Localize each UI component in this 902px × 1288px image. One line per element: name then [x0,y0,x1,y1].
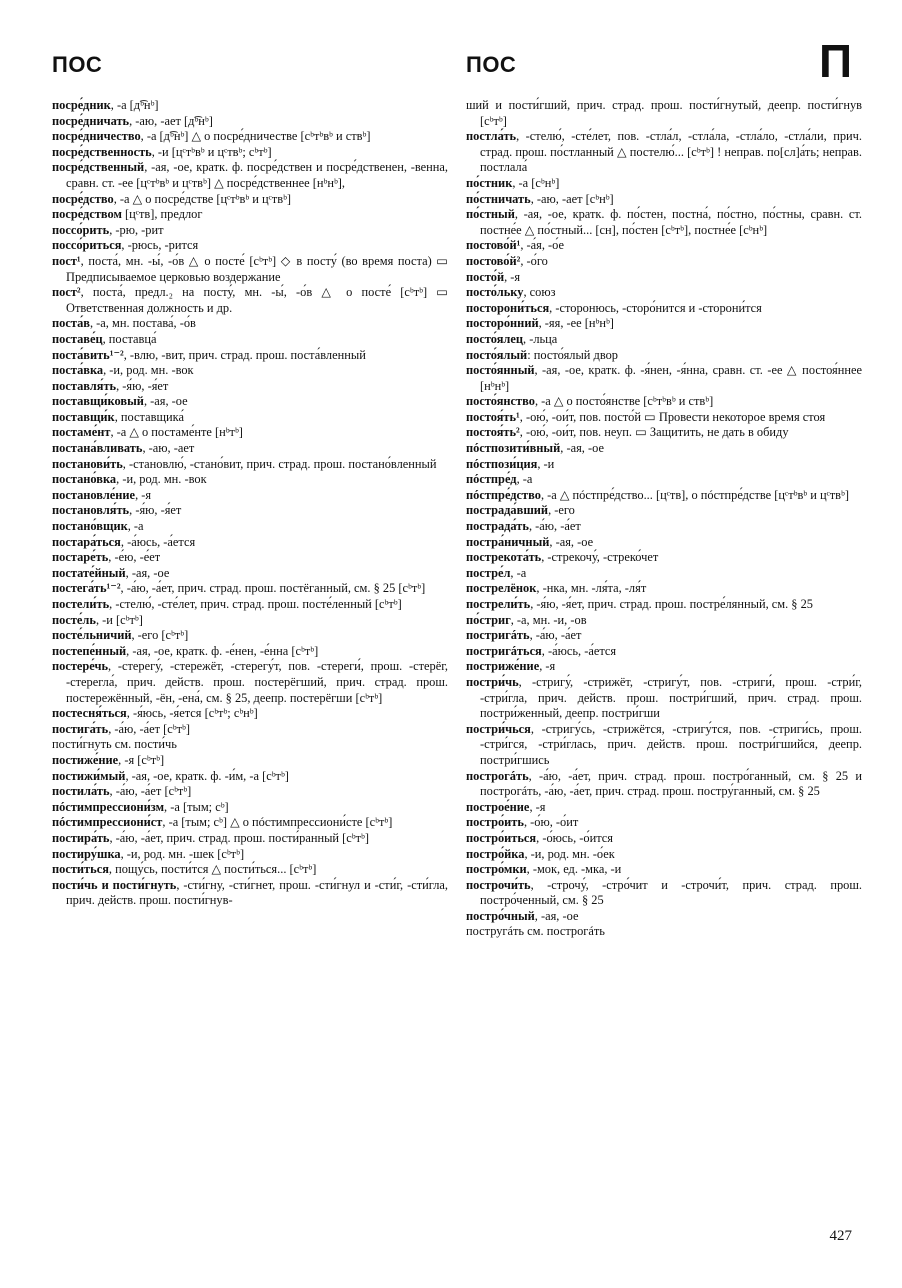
entry-body: , -а [тым; сᵇ] △ о пóстимпрессиони́сте [сᵇтᵇ] [162,815,393,830]
entry-body: , -я [504,269,521,284]
dictionary-entry [466,457,862,473]
entry-body: , поставца́ [102,331,157,346]
entry-body: , -а́я, -о́е [520,238,565,253]
dictionary-entry [466,348,862,364]
entry-body: , -а △ о посре́дстве [цᶜтᵇвᵇ и цᶜтвᵇ] [113,191,292,206]
dictionary-entry [52,379,448,395]
entry-headword: посте́ль [52,612,96,627]
entry-headword: посре́дничество [52,129,141,144]
entry-headword: постанови́ть [52,456,123,471]
entry-body: , -аю, -ает [142,441,195,456]
dictionary-entry [52,472,448,488]
entry-headword: постово́й¹ [466,238,521,253]
entry-body: , -а [127,519,144,534]
entry-body: , -я [135,487,152,502]
entry-body: , -становлю́, -стано́вит, прич. страд. прош. постано́вленный [122,456,437,471]
entry-headword: постоя́ть² [466,425,520,440]
entry-headword: пóстпози́ция [466,456,538,471]
entry-headword: постро́ить [466,815,524,830]
entry-headword: пост² [52,285,81,300]
entry-headword: постаре́ть [52,550,109,565]
entry-headword: постижи́мый [52,768,126,783]
entry-body: , -рю, -рит [109,222,164,237]
entry-body: , -а́юсь, -а́ется [541,643,617,658]
entry-body: , -а [516,472,533,487]
dictionary-entry [52,831,448,847]
entry-headword: постега́ть¹⁻² [52,581,121,596]
dictionary-entry [52,285,448,316]
entry-headword: поставщи́к [52,409,115,424]
entry-headword: посторо́нний [466,316,539,331]
dictionary-entry [466,176,862,192]
dictionary-entry [52,737,448,753]
entry-body: , -стригу́, -стрижёт, -стригу́т, пов. -стриги́, прош. -стри́г, -стри́гла, прич. действ. прош. постри́гший, прич. страд. прош. постри́женный, деепр. постри́гши [480,674,862,721]
entry-body: , -ою́, -ои́т, пов. посто́й ▭ Провести некоторое время стоя [519,409,826,424]
entry-body: , -а △ о постаме́нте [нᵇтᵇ] [110,425,243,440]
entry-body: , -а [тым; сᵇ] [164,799,229,814]
page-number: 427 [829,1228,852,1244]
dictionary-entry [52,659,448,706]
dictionary-entry [466,519,862,535]
entry-headword: пóстимпрессиони́зм [52,799,165,814]
entry-body: , -я́ю, -я́ет [129,503,182,518]
entry-headword: поссо́риться [52,238,122,253]
entry-headword: посто́янный [466,363,535,378]
entry-headword: постриже́ние [466,659,540,674]
dictionary-entry [52,800,448,816]
entry-headword: постри́чься [466,721,531,736]
entry-headword: постила́ть [52,784,110,799]
dictionary-entry [52,488,448,504]
entry-headword: постате́йный [52,565,126,580]
entry-body: , пощу́сь, пости́тся △ пости́ться... [сᵇтᵇ] [108,862,317,877]
entry-headword: посто́янство [466,394,535,409]
dictionary-entry [52,550,448,566]
dictionary-entry [52,394,448,410]
entry-body: постругáть см. построгáть [466,924,605,939]
entry-body: , -сторонюсь, -сторо́нится и -сторони́тся [549,300,762,315]
entry-body: , -ая, -ое [549,534,594,549]
entry-headword: поставе́ц [52,331,103,346]
dictionary-entry [466,581,862,597]
dictionary-entry [466,909,862,925]
entry-body: , -а △ о посто́янстве [сᵇтᵇвᵇ и ствᵇ] [534,394,714,409]
dictionary-entry [466,270,862,286]
entry-body: , -а́ю, -а́ет [528,519,581,534]
entry-body: , -яя, -ее [нᵇнᵇ] [538,316,614,331]
entry-body: , -и, род. мн. -вок [103,363,194,378]
dictionary-entry [52,254,448,285]
entry-headword: по́стный [466,207,515,222]
entry-headword: постано́вщик [52,519,128,534]
entry-headword: посте́льничий [52,628,132,643]
dictionary-entry [466,862,862,878]
entry-headword: построе́ние [466,799,530,814]
dictionary-entry [466,425,862,441]
entry-body: , -о́ю, -о́ит [523,815,579,830]
dictionary-entry [466,924,862,940]
entry-headword: поставщи́ковый [52,394,144,409]
dictionary-entry [466,301,862,317]
entry-body: , -о́юсь, -о́ится [536,830,613,845]
entry-body: , -а́ю, -а́ет, прич. страд. прош. пости́ранный [сᵇтᵇ] [109,830,369,845]
entry-body: , -а́ю, -а́ет [сᵇтᵇ] [108,721,190,736]
dictionary-entry [52,628,448,644]
entry-headword: поста́вка [52,363,104,378]
dictionary-entry [466,847,862,863]
entry-headword: построчи́ть [466,877,531,892]
entry-body: , -и [537,456,555,471]
entry-headword: посре́дство [52,191,114,206]
entry-body: , -стелю́, -сте́лет, прич. страд. прош. посте́ленный [сᵇтᵇ] [109,597,402,611]
dictionary-entry [52,878,448,909]
entry-headword: постана́вливать [52,441,143,456]
entry-body: , -а́ю, -а́ет, прич. страд. прош. постёганный, см. § 25 [сᵇтᵇ] [120,581,426,596]
entry-headword: постепе́нный [52,643,127,658]
entry-body: , -и, род. мн. -вок [116,472,207,487]
entry-headword: постригáться [466,643,542,658]
entry-body: , -и, род. мн. -о́ек [524,846,615,861]
dictionary-entry [466,472,862,488]
entry-body: , -ая, -ое [143,394,188,409]
dictionary-entry [52,862,448,878]
entry-body: , -а [д͡ᵇнᵇ] [110,98,159,112]
entry-headword: по́стриг [466,612,511,627]
entry-body: , -а [сᵇнᵇ] [512,175,560,190]
entry-body: , -е́ю, -е́ет [108,550,161,565]
dictionary-entry [466,394,862,410]
entry-body: , -стрекочу́, -стреко́чет [541,550,659,565]
entry-headword: постере́чь [52,659,109,674]
entry-headword: постро́чный [466,908,535,923]
entry-body: , -его [сᵇтᵇ] [131,628,189,643]
entry-body: , -я́ю, -я́ет [116,378,169,393]
entry-body: , -стерегу́, -стережёт, -стерегу́т, пов. -стереги́, прош. -стерёг, -стерегла́, прич. действ. прош. постерёгший, прич. страд. прош. постережённый, -ён, -ена́, см. § 25, деепр. постерёгши [сᵇтᵇ] [66,659,448,705]
entry-body: , -я́юсь, -я́ется [сᵇтᵇ; сᵇнᵇ] [126,706,258,721]
entry-headword: посре́дник [52,98,111,112]
entry-body: ший и пости́гший, прич. страд. прош. пости́гнутый, деепр. пости́гнув [сᵇтᵇ] [466,98,862,128]
dictionary-entry [52,348,448,364]
right-column [466,98,862,940]
entry-body: , -льца [523,331,558,346]
entry-body: , -сти́гну, -сти́гнет, прош. -сти́гнул и -сти́г, -сти́гла, прич. действ. прош. пости́гнув- [66,877,448,908]
entry-headword: посто́ялый [466,347,528,362]
entry-headword: поставля́ть [52,378,117,393]
entry-body: , -мок, ед. -мка, -и [526,862,622,877]
entry-body: , -ая, -ое, кратк. ф. по́стен, постна́, по́стно, по́стны, сравн. ст. постне́е △ по́стный... [сн], по́стен [сᵇтᵇ], постне́е [сᵇнᵇ] [480,207,862,237]
dictionary-entry [466,503,862,519]
entry-headword: посре́дничать [52,113,130,128]
dictionary-entry [466,535,862,551]
dictionary-entry [466,566,862,582]
dictionary-entry [52,223,448,239]
entry-headword: поста́в [52,316,90,331]
dictionary-entry [466,628,862,644]
entry-body: , -я́ю, -я́ет, прич. страд. прош. постре́лянный, см. § 25 [530,597,813,611]
entry-body: , -а́юсь, -а́ется [120,534,196,549]
dictionary-entry [52,784,448,800]
section-letter: П [818,35,852,87]
dictionary-entry [52,519,448,535]
dictionary-entry [52,847,448,863]
entry-body: , -строчу́, -стро́чит и -строчи́т, прич. страд. прош. постро́ченный, см. § 25 [480,877,862,908]
entry-body: , -ою́, -ои́т, пов. неуп. ▭ Защитить, не дать в обиду [519,425,789,440]
entry-body: , -рюсь, -рится [121,238,199,253]
dictionary-entry [52,363,448,379]
dictionary-entry [52,769,448,785]
entry-headword: постригáть [466,628,530,643]
entry-body: , -ая, -ое, кратк. ф. посре́дствен и посре́дственен, -венна, сравн. ст. -ее [цᶜтᵇвᵇ и цᶜтвᵇ] △ посре́дственнее [нᵇнᵇ], [66,160,448,190]
entry-body: , союз [523,285,556,300]
entry-headword: постре́л [466,565,511,580]
entry-body: , -ая, -ое, кратк. ф. -е́нен, -е́нна [сᵇтᵇ] [126,643,319,658]
dictionary-entry [52,815,448,831]
dictionary-entry [52,129,448,145]
dictionary-entry [466,316,862,332]
entry-headword: посре́дством [52,207,122,222]
running-head-left: ПОС [52,52,103,77]
entry-headword: пострели́ть [466,597,531,611]
entry-body: , -стригу́сь, -стрижётся, -стригу́тся, пов. -стриги́сь, прош. -стри́гся, -стри́глась, прич. действ. прош. постри́гшийся, деепр. постри́гшись [480,721,862,767]
entry-headword: постиже́ние [52,752,119,767]
dictionary-entry [52,613,448,629]
entry-headword: пóстпре́дство [466,487,541,502]
entry-headword: пострада́вший [466,503,549,518]
entry-body: , -его [548,503,575,518]
dictionary-entry [52,566,448,582]
dictionary-entry [52,332,448,348]
entry-headword: постиру́шка [52,846,121,861]
entry-body: , -я [сᵇтᵇ] [118,752,165,767]
dictionary-entry [466,410,862,426]
dictionary-entry [466,192,862,208]
entry-headword: пострелёнок [466,581,537,596]
entry-headword: поста́вить¹⁻² [52,347,124,362]
entry-headword: постесня́ться [52,706,127,721]
entry-body: , -а [510,565,527,580]
entry-headword: постро́иться [466,830,537,845]
dictionary-entry [52,238,448,254]
dictionary-entry [466,254,862,270]
dictionary-entry [466,363,862,394]
entry-headword: пострада́ть [466,519,529,534]
dictionary-entry [52,503,448,519]
entry-headword: постро́йка [466,846,525,861]
dictionary-entry [466,800,862,816]
entry-body: пости́гнуть см. пости́чь [52,737,177,752]
entry-headword: постра́ничный [466,534,550,549]
entry-body: , -и [цᶜтᵇвᵇ и цᶜтвᵇ; сᵇтᵇ] [151,144,272,159]
entry-headword: пóстпозити́вный [466,441,561,456]
dictionary-entry [466,722,862,769]
entry-headword: пострекота́ть [466,550,542,565]
entry-headword: постаме́нт [52,425,111,440]
dictionary-entry [466,831,862,847]
dictionary-entry [466,815,862,831]
dictionary-entry [52,753,448,769]
running-head-right: ПОС [466,52,517,77]
entry-body: , -я [539,659,556,674]
dictionary-entry [466,238,862,254]
entry-headword: посто́ялец [466,331,524,346]
entry-body: , -ая, -ое, кратк. ф. -и́м, -а [сᵇтᵇ] [125,768,289,783]
entry-body: , -влю, -вит, прич. страд. прош. поста́вленный [123,347,366,362]
entry-headword: посре́дственность [52,144,152,159]
entry-headword: постира́ть [52,830,110,845]
dictionary-entry [52,145,448,161]
entry-headword: постели́ть [52,597,110,611]
dictionary-entry [52,98,448,114]
dictionary-entry [52,722,448,738]
entry-body: , -а [д͡ᵇнᵇ] △ о посре́дничестве [сᵇтᵇвᵇ и ствᵇ] [140,129,371,144]
entry-body: , -аю, -ает [д͡ᵇнᵇ] [129,113,213,128]
dictionary-entry [52,207,448,223]
dictionary-entry [466,129,862,176]
entry-body: , -я [529,799,546,814]
entry-body: , поставщика́ [114,409,184,424]
dictionary-entry [52,114,448,130]
dictionary-entry [52,410,448,426]
entry-headword: поссо́рить [52,222,110,237]
dictionary-entry [52,425,448,441]
entry-body: , -ая, -ое [125,565,170,580]
entry-body: , -а́ю, -а́ет [сᵇтᵇ] [109,784,192,799]
entry-body: , -ая, -ое [534,908,579,923]
dictionary-entry [466,550,862,566]
entry-headword: постоя́ть¹ [466,409,520,424]
dictionary-entry [52,316,448,332]
dictionary-entry [466,488,862,504]
entry-body: , -а, мн. постава́, -о́в [89,316,196,331]
dictionary-entry [52,597,448,613]
entry-headword: построгáть [466,768,529,783]
entry-headword: по́стник [466,175,513,190]
dictionary-entry [52,535,448,551]
entry-headword: по́стничать [466,191,531,206]
entry-headword: посто́льку [466,285,524,300]
dictionary-entry [52,441,448,457]
entry-body: , поста́, предл.₂ на посту́, мн. -ы́, -о́в △ о посте́ [сᵇтᵇ] ▭ Ответственная должность и др. [66,285,448,315]
entry-body: , -и, род. мн. -шек [сᵇтᵇ] [120,846,245,861]
dictionary-entry [52,581,448,597]
entry-headword: посторони́ться [466,300,550,315]
dictionary-entry [52,160,448,191]
entry-body: , -а △ пóстпре́дство... [цᶜтв], о пóстпре́дстве [цᶜтᵇвᵇ и цᶜтвᵇ] [540,487,849,502]
dictionary-entry [52,457,448,473]
dictionary-entry [466,332,862,348]
entry-headword: постла́ть [466,129,517,144]
entry-headword: постара́ться [52,534,121,549]
dictionary-entry [466,878,862,909]
entry-body: , -а́ю, -а́ет, прич. страд. прош. постро́ганный, см. § 25 и построгáть, -а́ю, -а́ет, прич. страд. прош. постру́ганный, см. § 25 [480,768,862,799]
entry-headword: посре́дственный [52,160,145,175]
entry-headword: пост¹ [52,253,81,268]
dictionary-entry [466,441,862,457]
entry-headword: постри́чь [466,674,519,689]
entry-body: , -а, мн. -и, -ов [510,612,587,627]
entry-headword: постово́й² [466,253,521,268]
entry-body: , -аю, -ает [сᵇнᵇ] [530,191,614,206]
entry-body: , поста́, мн. -ы́, -о́в △ о посте́ [сᵇтᵇ] ◇ в посту́ (во время поста) ▭ Предписываемое церковью воздержание [66,253,448,284]
entry-headword: пóстпре́д [466,472,517,487]
dictionary-entry [466,597,862,613]
dictionary-entry [466,659,862,675]
entry-body: , -и [сᵇтᵇ] [95,612,143,627]
entry-body: , -нка, мн. -ля́та, -ля́т [536,581,647,596]
dictionary-entry [466,613,862,629]
dictionary-entry [466,769,862,800]
entry-headword: посто́й [466,269,505,284]
dictionary-entry [52,706,448,722]
entry-headword: постро́мки [466,862,527,877]
left-column [52,98,448,909]
entry-headword: постановля́ть [52,503,130,518]
entry-headword: постановле́ние [52,487,136,502]
entry-body: , -а́ю, -а́ет [529,628,582,643]
dictionary-entry [466,644,862,660]
entry-headword: пости́чь и пости́гнуть [52,877,177,892]
entry-body: , -ая, -ое [560,441,604,456]
dictionary-entry [466,285,862,301]
entry-headword: пости́ться [52,862,109,877]
dictionary-entry [52,192,448,208]
dictionary-entry [466,207,862,238]
entry-headword: постига́ть [52,721,109,736]
entry-body: , -о́го [520,253,548,268]
entry-headword: пóстимпрессиони́ст [52,815,163,830]
entry-body: , -стелю́, -сте́лет, пов. -стла́л, -стла́ла, -стла́ло, -стла́ли, прич. страд. прош. по́стланный △ постелю́... [сᵇтᵇ] ! неправ. по[сл]а́ть; неправ. постлала́ [480,129,862,175]
entry-body: : посто́ялый двор [527,347,618,362]
dictionary-entry [466,675,862,722]
entry-body: [цᶜтв], предлог [121,207,203,222]
dictionary-entry [52,644,448,660]
dictionary-entry [466,98,862,129]
entry-body: , -ая, -ое, кратк. ф. -я́нен, -я́нна, сравн. ст. -ее △ постоя́ннее [нᵇнᵇ] [480,363,862,393]
entry-headword: постано́вка [52,472,117,487]
